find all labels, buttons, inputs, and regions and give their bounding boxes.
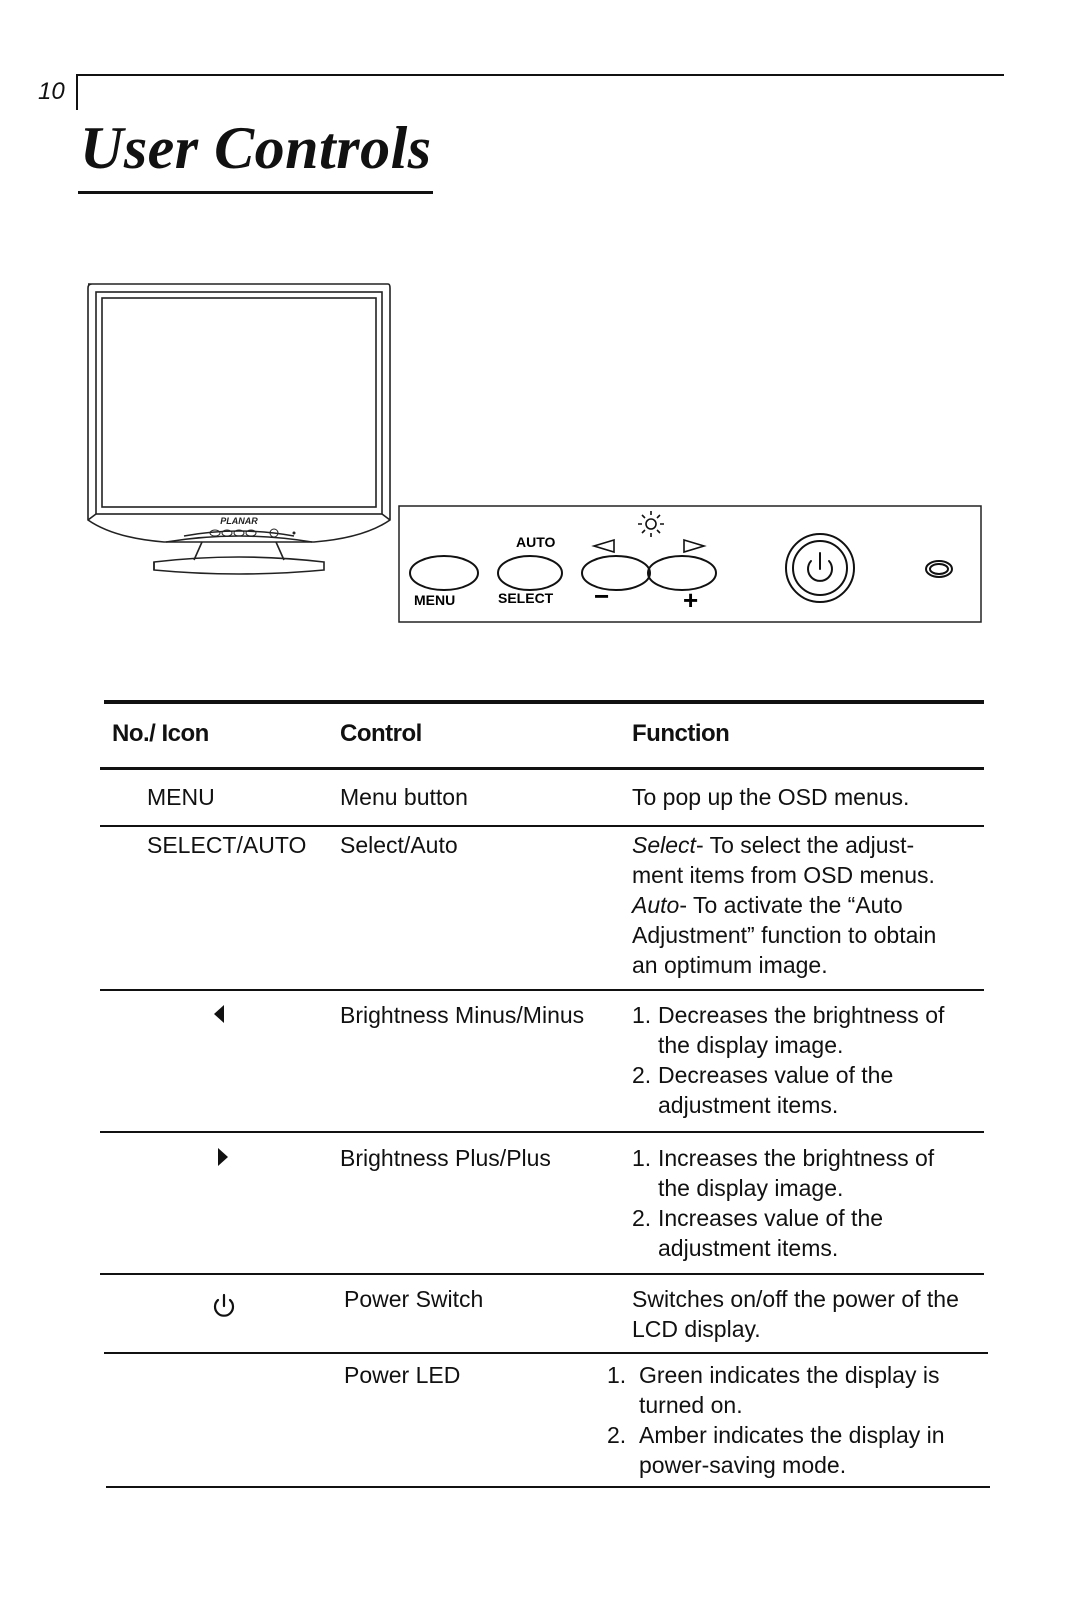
title-underline: [78, 191, 433, 194]
header-rule-horizontal: [76, 74, 1004, 76]
table-row-select-icon-text: SELECT/AUTO: [147, 832, 307, 858]
table-row-led-function: 1. Green indicates the display is turned on. 2. Amber indicates the display in power-saving mode.: [607, 1362, 945, 1478]
table-row-select-function: Select- To select the adjust- ment items from OSD menus. Auto- To activate the “Auto Adjustment” function to obtain an optimum image.: [632, 832, 937, 978]
table-row-led-control: Power LED: [344, 1362, 461, 1388]
table-row-plus-function: 1. Increases the brightness of the display image. 2. Increases value of the adjustment items.: [632, 1145, 935, 1261]
table-top-rule: [104, 700, 984, 704]
table-row-power-control: Power Switch: [344, 1286, 484, 1312]
header-control: Control: [340, 720, 422, 747]
table-row-minus-control: Brightness Minus/Minus: [340, 1002, 585, 1028]
right-triangle-icon: [216, 1147, 230, 1167]
table-row-power-function: Switches on/off the power of the LCD display.: [632, 1286, 959, 1342]
auto-term: Auto: [632, 892, 680, 918]
control-panel-illustration: [398, 505, 982, 623]
brand-logo: PLANAR: [220, 516, 258, 526]
header-function: Function: [632, 720, 730, 747]
menu-label: MENU: [414, 592, 456, 608]
table-bottom-rule: [106, 1486, 990, 1488]
auto-label: AUTO: [516, 534, 556, 550]
minus-label: −: [594, 581, 610, 611]
monitor-illustration: [84, 280, 394, 585]
page-number: 10: [38, 78, 65, 105]
select-term: Select: [632, 832, 696, 858]
row-divider: [100, 1273, 984, 1275]
row-divider: [100, 1131, 984, 1133]
header-rule-vertical: [76, 74, 78, 110]
table-row-menu-control: Menu button: [340, 784, 468, 810]
left-triangle-icon: [212, 1004, 226, 1024]
plus-label: +: [683, 585, 699, 615]
table-row-menu-function: To pop up the OSD menus.: [632, 784, 910, 810]
row-divider: [100, 825, 984, 827]
table-row-menu-icon-text: MENU: [147, 784, 215, 810]
table-row-minus-function: 1. Decreases the brightness of the display image. 2. Decreases value of the adjustment items.: [632, 1002, 945, 1118]
power-icon: [211, 1292, 237, 1320]
table-header-rule: [100, 767, 984, 770]
row-divider: [104, 1352, 988, 1354]
table-row-select-control: Select/Auto: [340, 832, 458, 858]
row-divider: [100, 989, 984, 991]
page-title: User Controls: [80, 115, 432, 181]
header-icon: No./ Icon: [112, 720, 209, 747]
table-row-plus-control: Brightness Plus/Plus: [340, 1145, 551, 1171]
select-label: SELECT: [498, 590, 554, 606]
